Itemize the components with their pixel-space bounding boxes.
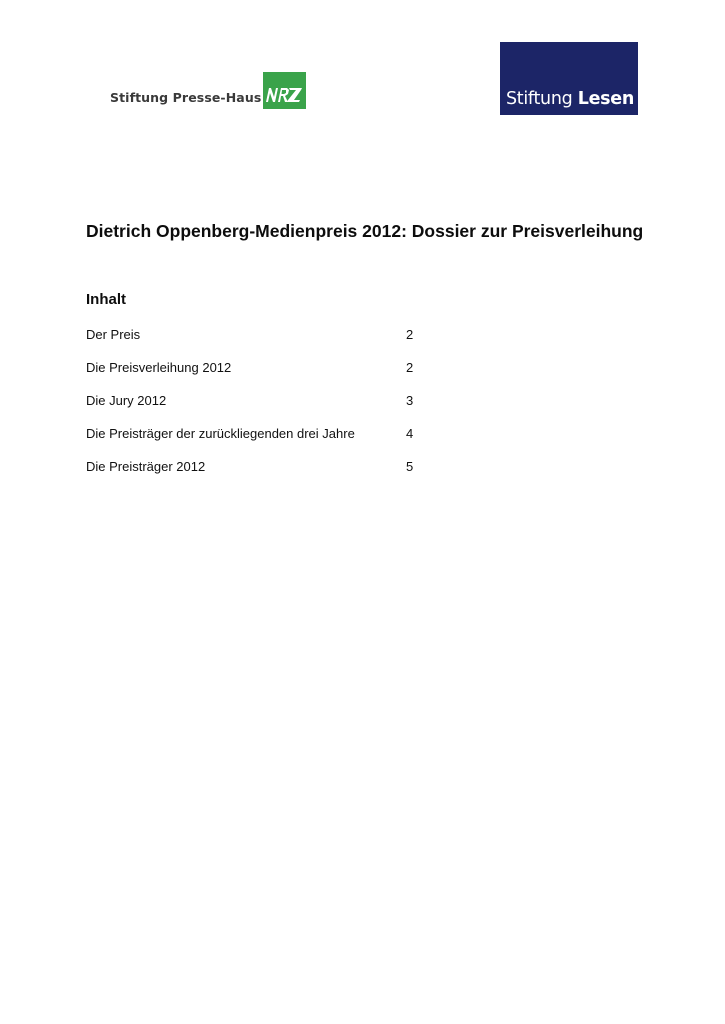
toc-entry-page: 2 (406, 327, 414, 342)
stiftung-presse-haus-logo (110, 70, 306, 110)
toc-entry (86, 393, 426, 426)
toc-entry (86, 426, 426, 459)
toc-heading: Inhalt (86, 291, 126, 308)
toc-entry (86, 327, 426, 360)
toc-entry-label: Die Preisträger der zurückliegenden drei Jahre (86, 426, 355, 441)
lesen-logo-regular: Stiftung (506, 89, 573, 109)
toc-entry-label: Der Preis (86, 327, 141, 342)
lesen-logo-bold: Lesen (577, 89, 634, 109)
toc-entry-page: 2 (406, 360, 414, 375)
toc-entry-page: 3 (406, 393, 414, 408)
presse-haus-logo-text: Stiftung Presse-Haus (110, 89, 262, 105)
table-of-contents (86, 327, 426, 492)
toc-entry (86, 459, 426, 492)
toc-entry-page: 5 (406, 459, 414, 474)
toc-entry-label: Die Jury 2012 (86, 393, 167, 408)
stiftung-lesen-logo-text (506, 89, 634, 109)
toc-entry-label: Die Preisverleihung 2012 (86, 360, 232, 375)
toc-entry (86, 360, 426, 393)
nrz-logo-icon (263, 72, 306, 109)
document-title: Dietrich Oppenberg-Medienpreis 2012: Dossier zur Preisverleihung (86, 221, 644, 241)
stiftung-lesen-logo (500, 42, 638, 115)
toc-entry-page: 4 (406, 426, 414, 441)
toc-entry-label: Die Preisträger 2012 (86, 459, 206, 474)
